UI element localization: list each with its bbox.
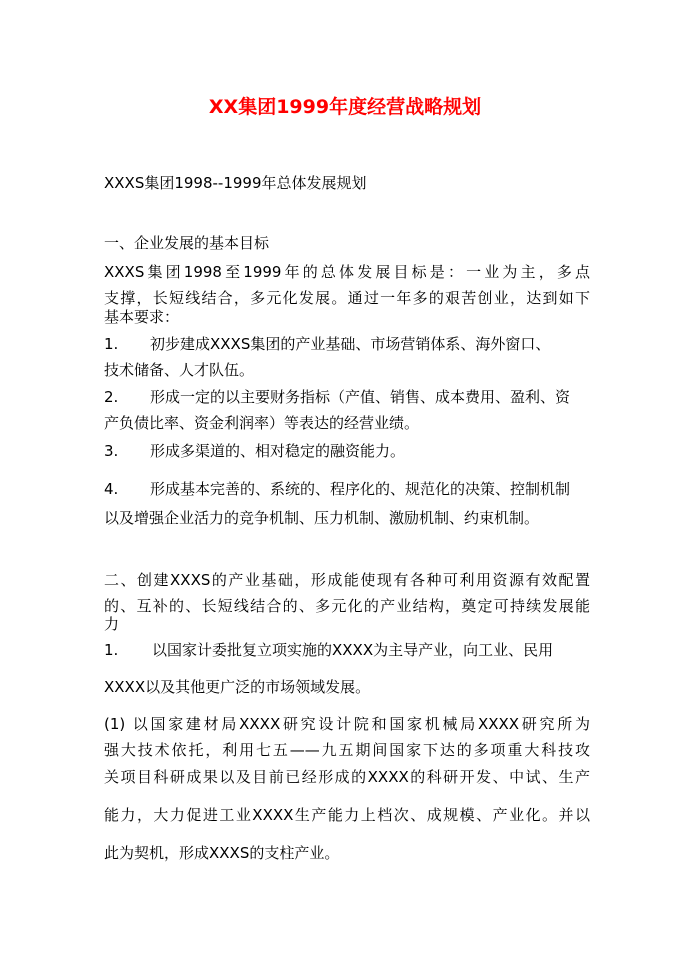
section1-item-2-continued: 产负债比率、资金利润率）等表达的经营业绩。: [104, 414, 420, 432]
item-number: 1.: [104, 641, 119, 659]
section1-item-2: [104, 387, 570, 407]
document-subtitle: XXXS集团1998--1999年总体发展规划: [104, 174, 367, 192]
item-text: 形成一定的以主要财务指标（产值、销售、成本费用、盈利、资: [150, 388, 571, 406]
item-number: 4.: [104, 480, 119, 498]
subitem-1-line: 强大技术依托，利用七五——九五期间国家下达的多项重大科技攻: [104, 741, 590, 759]
section2-item-1-continued: XXXX以及其他更广泛的市场领域发展。: [104, 678, 371, 696]
subitem-1-line: 此为契机，形成XXXS的支柱产业。: [104, 844, 340, 862]
section2-item-1: [104, 640, 553, 660]
document-title: XX集团1999年度经营战略规划: [208, 96, 482, 118]
item-number: 2.: [104, 388, 119, 406]
item-text: 形成多渠道的、相对稳定的融资能力。: [150, 442, 406, 460]
item-text: 形成基本完善的、系统的、程序化的、规范化的决策、控制机制: [150, 480, 571, 498]
section1-intro-line: 基本要求：: [104, 308, 180, 326]
subitem-1-line: (1) 以国家建材局XXXX研究设计院和国家机械局XXXX研究所为: [104, 715, 590, 733]
subitem-1-line: 关项目科研成果以及目前已经形成的XXXX的科研开发、中试、生产: [104, 768, 590, 786]
section1-heading: 一、企业发展的基本目标: [104, 234, 270, 252]
section2-heading-line: 力: [104, 615, 120, 633]
section1-item-1-continued: 技术储备、人才队伍。: [104, 361, 255, 379]
item-text: 以国家计委批复立项实施的XXXX为主导产业，向工业、民用: [152, 641, 554, 659]
item-number: 3.: [104, 442, 119, 460]
section1-intro-line: XXXS集团1998至1999年的总体发展目标是：一业为主，多点: [104, 263, 590, 281]
item-number: 1.: [104, 335, 119, 353]
item-text: 初步建成XXXS集团的产业基础、市场营销体系、海外窗口、: [150, 335, 551, 353]
section2-heading-line: 二、创建XXXS的产业基础，形成能使现有各种可利用资源有效配置: [104, 571, 590, 589]
section1-item-4-continued: 以及增强企业活力的竞争机制、压力机制、激励机制、约束机制。: [104, 509, 540, 527]
section1-item-1: [104, 334, 550, 354]
subitem-1-line: 能力，大力促进工业XXXX生产能力上档次、成规模、产业化。并以: [104, 806, 590, 824]
section1-item-4: [104, 479, 570, 499]
section1-intro-line: 支撑，长短线结合，多元化发展。通过一年多的艰苦创业，达到如下: [104, 289, 590, 307]
section1-item-3: [104, 441, 405, 461]
section2-heading-line: 的、互补的、长短线结合的、多元化的产业结构，奠定可持续发展能: [104, 597, 590, 615]
